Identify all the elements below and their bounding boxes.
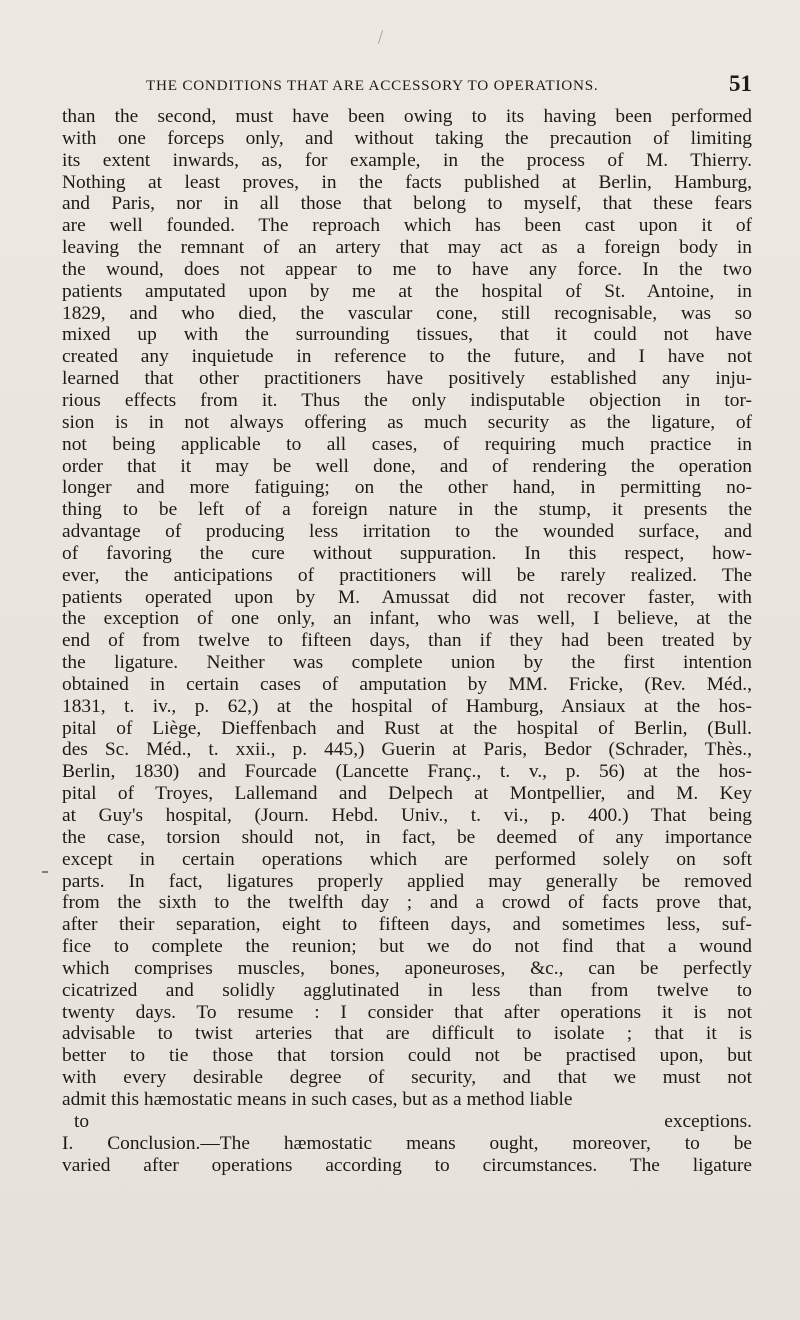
- text-line: pital of Liège, Dieffenbach and Rust at the hospital of Berlin, (Bull.: [62, 717, 752, 739]
- text-line: Berlin, 1830) and Fourcade (Lancette Franç., t. v., p. 56) at the hos-: [62, 761, 752, 783]
- text-line: fice to complete the reunion; but we do not find that a wound: [62, 936, 752, 958]
- text-line: patients amputated upon by me at the hospital of St. Antoine, in: [62, 280, 752, 302]
- ink-mark: [378, 30, 383, 44]
- text-line: advisable to twist arteries that are difficult to isolate ; that it is: [62, 1023, 752, 1045]
- text-line: patients operated upon by M. Amussat did not recover faster, with: [62, 586, 752, 608]
- text-line: des Sc. Méd., t. xxii., p. 445,) Guerin at Paris, Bedor (Schrader, Thès.,: [62, 739, 752, 761]
- text-line: thing to be left of a foreign nature in the stump, it presents the: [62, 499, 752, 521]
- text-line: advantage of producing less irritation to the wounded surface, and: [62, 521, 752, 543]
- text-line: leaving the remnant of an artery that may act as a foreign body in: [62, 237, 752, 259]
- text-line: the exception of one only, an infant, who was well, I believe, at the: [62, 608, 752, 630]
- text-line: are well founded. The reproach which has been cast upon it of: [62, 215, 752, 237]
- text-line: varied after operations according to circumstances. The ligature: [62, 1154, 752, 1176]
- text-line: sion is in not always offering as much security as the ligature, of: [62, 411, 752, 433]
- text-line: admit this hæmostatic means in such cases, but as a method liable: [62, 1088, 573, 1110]
- text-line: which comprises muscles, bones, aponeuroses, &c., can be perfectly: [62, 957, 752, 979]
- text-line: and Paris, nor in all those that belong to myself, that these fears: [62, 193, 752, 215]
- text-line: 1829, and who died, the vascular cone, still recognisable, was so: [62, 302, 752, 324]
- text-line: learned that other practitioners have positively established any inju-: [62, 368, 752, 390]
- text-line: obtained in certain cases of amputation by MM. Fricke, (Rev. Méd.,: [62, 673, 752, 695]
- text-line: parts. In fact, ligatures properly applied may generally be removed: [62, 870, 752, 892]
- text-line: pital of Troyes, Lallemand and Delpech at Montpellier, and M. Key: [62, 783, 752, 805]
- text-line: with one forceps only, and without taking the precaution of limiting: [62, 127, 752, 149]
- text-line: except in certain operations which are performed solely on soft: [62, 848, 752, 870]
- text-line: better to tie those that torsion could not be practised upon, but: [62, 1045, 752, 1067]
- text-line: ever, the anticipations of practitioners will be rarely realized. The: [62, 564, 752, 586]
- text-line: created any inquietude in reference to the future, and I have not: [62, 346, 752, 368]
- text-line: not being applicable to all cases, of requiring much practice in: [62, 433, 752, 455]
- page-number: 51: [729, 71, 752, 96]
- text-line: Nothing at least proves, in the facts published at Berlin, Hamburg,: [62, 171, 752, 193]
- margin-mark: [42, 871, 48, 873]
- text-line: with every desirable degree of security, and that we must not: [62, 1067, 752, 1089]
- text-line: rious effects from it. Thus the only indisputable objection in tor-: [62, 389, 752, 411]
- body-text: [62, 106, 752, 1176]
- text-line: than the second, must have been owing to its having been performed: [62, 106, 752, 127]
- text-line: cicatrized and solidly agglutinated in less than from twelve to: [62, 979, 752, 1001]
- text-line: at Guy's hospital, (Journ. Hebd. Univ., t. vi., p. 400.) That being: [62, 805, 752, 826]
- text-line: order that it may be well done, and of rendering the operation: [62, 455, 752, 477]
- text-line: longer and more fatiguing; on the other hand, in permitting no-: [62, 477, 752, 499]
- running-head: THE CONDITIONS THAT ARE ACCESSORY TO OPERATIONS.: [146, 77, 599, 94]
- text-line: from the sixth to the twelfth day ; and a crowd of facts prove that,: [62, 892, 752, 914]
- text-line: the wound, does not appear to me to have any force. In the two: [62, 258, 752, 280]
- text-line: after their separation, eight to fifteen days, and sometimes less, suf-: [62, 914, 752, 936]
- page-header: [62, 73, 752, 101]
- text-line: mixed up with the surrounding tissues, that it could not have: [62, 324, 752, 346]
- text-line: the case, torsion should not, in fact, be deemed of any importance: [62, 826, 752, 848]
- text-line: its extent inwards, as, for example, in the process of M. Thierry.: [62, 149, 752, 171]
- text-line: end of from twelve to fifteen days, than if they had been treated by: [62, 630, 752, 652]
- text-line: I. Conclusion.—The hæmostatic means ought, moreover, to be: [62, 1132, 752, 1154]
- text-line: of favoring the cure without suppuration. In this respect, how-: [62, 542, 752, 564]
- text-line: 1831, t. iv., p. 62,) at the hospital of Hamburg, Ansiaux at the hos-: [62, 695, 752, 717]
- text-line: the ligature. Neither was complete union by the first intention: [62, 652, 752, 674]
- text-line: twenty days. To resume : I consider that after operations it is not: [62, 1001, 752, 1023]
- text-line: to exceptions.: [74, 1110, 752, 1132]
